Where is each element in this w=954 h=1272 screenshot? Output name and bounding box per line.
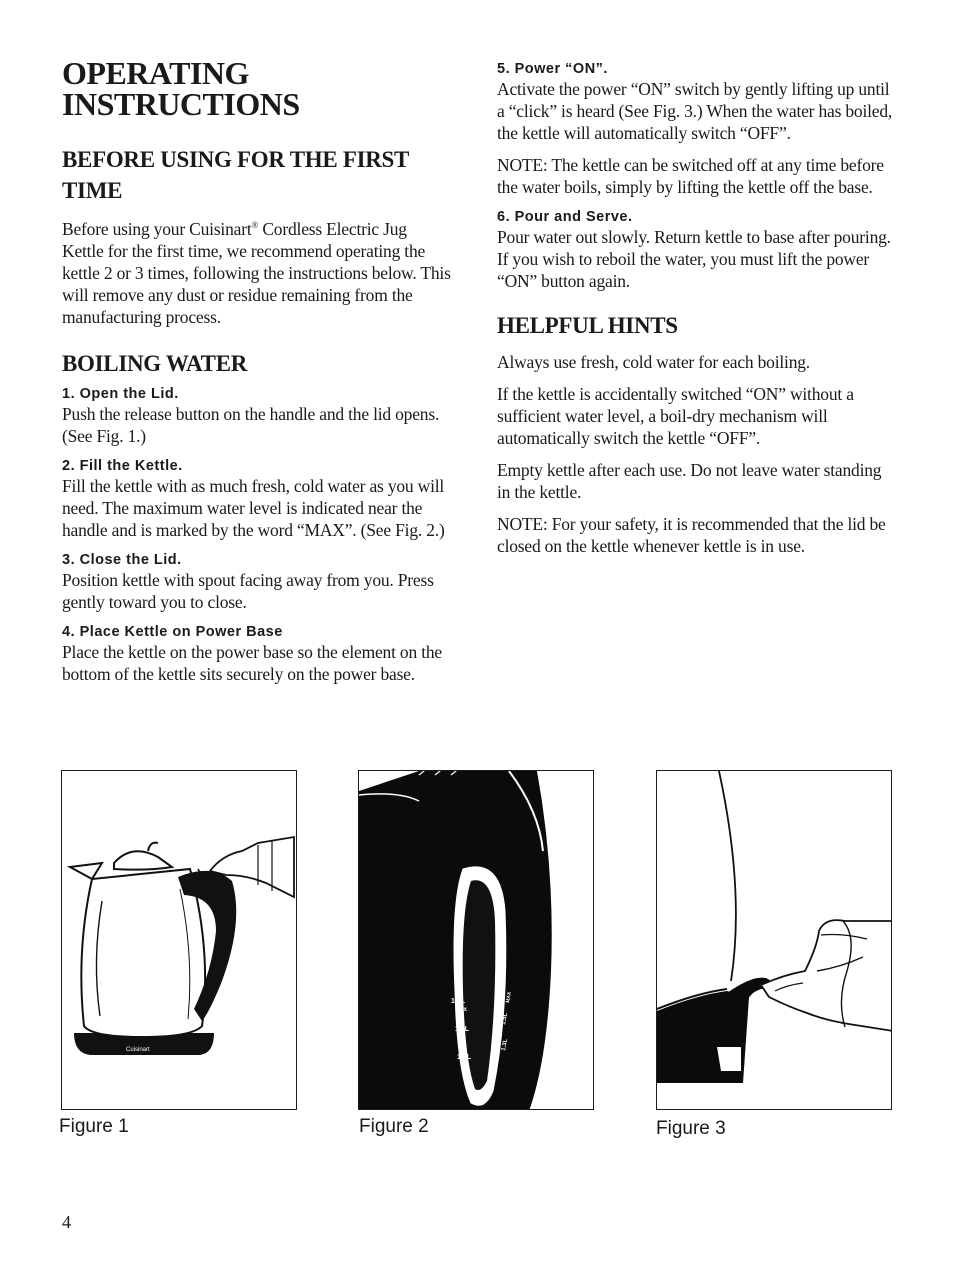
figure-2-illustration [358, 770, 594, 1110]
right-column [497, 60, 897, 567]
page-number: 4 [62, 1212, 71, 1232]
step-1-title: 1. Open the Lid. [62, 385, 179, 402]
registered-mark: ® [251, 220, 259, 230]
level-label-right-2: 1.5L [501, 1012, 510, 1026]
boil-note: NOTE: The kettle can be switched off at any time before the water boils, simply by lifting the kettle off the base. [497, 155, 884, 197]
figure-3-illustration [656, 770, 892, 1110]
boiling-water-heading: BOILING WATER [62, 350, 248, 376]
water-level-window-drawing [359, 771, 594, 1110]
level-label-left-3: 1.3L [457, 1054, 472, 1061]
figure-3-caption: Figure 3 [656, 1118, 726, 1139]
step-4-title: 4. Place Kettle on Power Base [62, 623, 283, 640]
level-label-right-3: 1.3L [501, 1038, 510, 1052]
kettle-open-lid-drawing [62, 771, 297, 1110]
step-2-title: 2. Fill the Kettle. [62, 457, 183, 474]
level-label-left-max: max [455, 1007, 468, 1013]
before-use-text: Before using your Cuisinart® Cordless Electric Jug Kettle for the first time, we recommend operating the kettle 2 or 3 times, following the instructions below. This will remove any dust or residue remaining from the manufacturing process. [62, 218, 451, 327]
power-switch-drawing [657, 771, 892, 1110]
step-3-text: Position kettle with spout facing away from you. Press gently toward you to close. [62, 569, 434, 612]
step-6-text: Pour water out slowly. Return kettle to base after pouring. If you wish to reboil the water, you must lift the power “ON” button again. [497, 227, 891, 291]
step-5-text: Activate the power “ON” switch by gently lifting up until a “click” is heard (See Fig. 3.) When the water has boiled, the kettle will automatically switch “OFF”. [497, 79, 893, 143]
step-2-text: Fill the kettle with as much fresh, cold water as you will need. The maximum water level is indicated near the handle and is marked by the word “MAX”. (See Fig. 2.) [62, 475, 445, 540]
level-label-right-1: 1.7L [497, 982, 506, 996]
step-1-text: Push the release button on the handle and the lid opens. (See Fig. 1.) [62, 403, 440, 446]
figure-1-illustration [61, 770, 297, 1110]
level-label-left-1: 1.7L [451, 998, 466, 1005]
helpful-hints-heading: HELPFUL HINTS [497, 313, 678, 338]
step-3-title: 3. Close the Lid. [62, 551, 182, 568]
step-6-title: 6. Pour and Serve. [497, 209, 633, 225]
hint-4: NOTE: For your safety, it is recommended that the lid be closed on the kettle whenever kettle is in use. [497, 514, 886, 556]
before-use-heading: BEFORE USING FOR THE FIRST TIME [62, 147, 409, 203]
left-column [62, 55, 452, 695]
hint-3: Empty kettle after each use. Do not leave water standing in the kettle. [497, 460, 882, 502]
level-label-right-max: MAX [505, 991, 513, 1004]
kettle-brand-label: Cuisinart [126, 1047, 150, 1053]
level-label-left-2: 1.5L [455, 1026, 470, 1033]
figure-1-caption: Figure 1 [59, 1116, 129, 1137]
step-4-text: Place the kettle on the power base so the element on the bottom of the kettle sits securely on the power base. [62, 641, 442, 684]
step-5-title: 5. Power “ON”. [497, 61, 608, 77]
page-title: OPERATING INSTRUCTIONS [62, 55, 300, 122]
figure-2-caption: Figure 2 [359, 1116, 429, 1137]
hint-2: If the kettle is accidentally switched “ON” without a sufficient water level, a boil-dry mechanism will automatically switch the kettle “OFF”. [497, 384, 854, 448]
hint-1: Always use fresh, cold water for each boiling. [497, 352, 810, 372]
